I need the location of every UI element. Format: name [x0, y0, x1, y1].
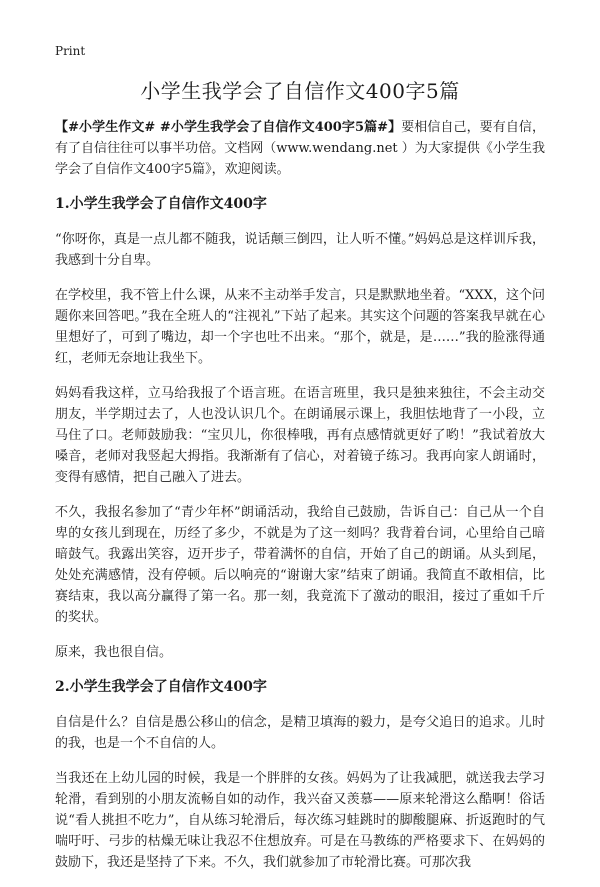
print-link[interactable]: Print: [55, 44, 86, 58]
paragraph: 不久，我报名参加了“青少年杯”朗诵活动，我给自己鼓励，告诉自己：自己从一个自卑的女孩儿到现在，历经了多少，不就是为了这一刻吗？我背着台词，心里给自己暗暗鼓气。我露出笑容，迈开步子，带着满怀的自信，开始了自己的朗诵。从头到尾，处处充满感情，没有停顿。后以响亮的“谢谢大家”结束了朗诵。我简直不敢相信，比赛结束，我以高分赢得了第一名。那一刻，我竟流下了激动的眼泪，接过了重如千斤的奖状。: [55, 505, 545, 625]
article-body: [55, 117, 545, 887]
page-title: 小学生我学会了自信作文400字5篇: [140, 79, 460, 103]
paragraph: 原来，我也很自信。: [55, 645, 173, 660]
paragraph: 自信是什么？自信是愚公移山的信念，是精卫填海的毅力，是夸父追日的追求。儿时的我，也是一个不自信的人。: [55, 715, 545, 751]
intro-text: 要相信自己，要有自信，有了自信往往可以事半功倍。文档网（www.wendang.net ）为大家提供《小学生我学会了自信作文400字5篇》，欢迎阅读。: [55, 120, 545, 177]
intro-tags: 【#小学生作文# #小学生我学会了自信作文400字5篇#】: [55, 120, 402, 135]
section-heading: 2.小学生我学会了自信作文400字: [55, 679, 267, 695]
paragraph: 妈妈看我这样，立马给我报了个语言班。在语言班里，我只是独来独往，不会主动交朋友，半学期过去了，人也没认识几个。在朗诵展示课上，我胆怯地背了一小段，立马住了口。老师鼓励我：“宝贝儿，你很棒哦，再有点感情就更好了哟！”我试着放大嗓音，老师对我竖起大拇指。我渐渐有了信心，对着镜子练习。我再向家人朗诵时，变得有感情，把自己融入了进去。: [55, 386, 545, 485]
section-heading: 1.小学生我学会了自信作文400字: [55, 196, 267, 212]
paragraph: 当我还在上幼儿园的时候，我是一个胖胖的女孩。妈妈为了让我减肥，就送我去学习轮滑，看到别的小朋友流畅自如的动作，我兴奋又羡慕——原来轮滑这么酷啊！俗话说“看人挑担不吃力”，自从练习轮滑后，每次练习蛙跳时的脚酸腿麻、折返跑时的气喘吁吁、弓步的枯燥无味让我忍不住想放弃。可是在马教练的严格要求下、在妈妈的鼓励下，我还是坚持了下来。不久，我们就参加了市轮滑比赛。可那次我: [55, 771, 545, 870]
paragraph: 在学校里，我不管上什么课，从来不主动举手发言，只是默默地坐着。“XXX，这个问题你来回答吧。”我在全班人的“注视礼”下站了起来。其实这个问题的答案我早就在心里想好了，可到了嘴边，却一个字也吐不出来。“那个，就是，是……”我的脸涨得通红，老师无奈地让我坐下。: [55, 288, 545, 366]
intro-paragraph: [55, 117, 545, 180]
paragraph: “你呀你，真是一点儿都不随我，说话颠三倒四，让人听不懂。”妈妈总是这样训斥我，我感到十分自卑。: [55, 232, 545, 268]
